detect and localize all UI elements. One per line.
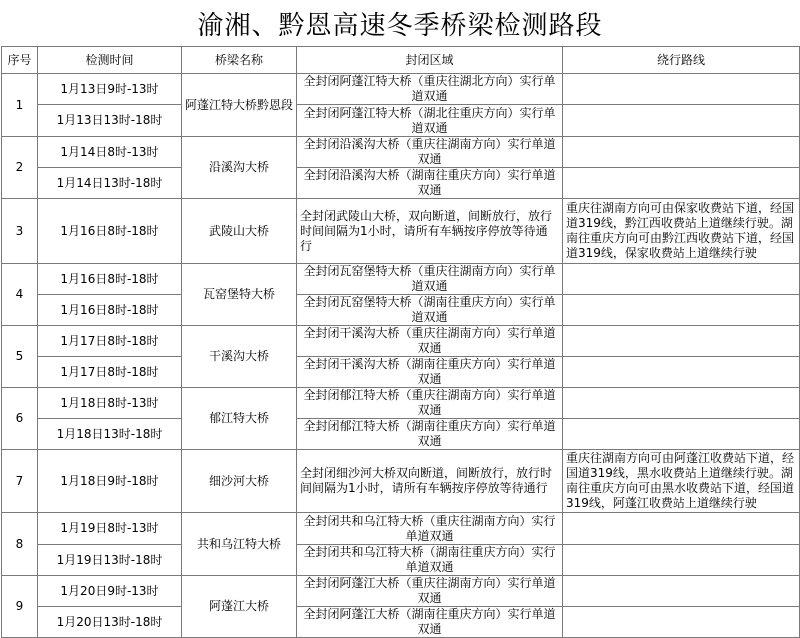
detour-route <box>563 168 800 199</box>
inspection-time: 1月19日13时-18时 <box>38 545 182 576</box>
closure-area: 全封闭瓦窑堡特大桥（湖南往重庆方向）实行单道双通 <box>297 295 563 326</box>
detour-route: 重庆往湖南方向可由保家收费站下道，经国道319线，黔江西收费站上道继续行驶。湖南往重庆方向可由黔江西收费站下道，经国道319线，保家收费站上道继续行驶 <box>563 199 800 264</box>
detour-route <box>563 388 800 419</box>
header-detour: 绕行路线 <box>563 47 800 74</box>
inspection-time: 1月19日8时-13时 <box>38 513 182 545</box>
closure-area: 全封闭共和乌江特大桥（重庆往湖南方向）实行单道双通 <box>297 513 563 545</box>
closure-area: 全封闭干溪沟大桥（重庆往湖南方向）实行单道双通 <box>297 326 563 357</box>
detour-route <box>563 295 800 326</box>
detour-route: 重庆往湖南方向可由阿蓬江收费站下道，经国道319线，黑水收费站上道继续行驶。湖南往重庆方向可由黑水收费站下道，经国道319线，阿蓬江收费站上道继续行驶 <box>563 450 800 513</box>
table-row <box>2 137 800 168</box>
closure-area: 全封闭沿溪沟大桥（重庆往湖南方向）实行单道双通 <box>297 137 563 168</box>
table-row <box>2 545 800 576</box>
detour-route <box>563 545 800 576</box>
closure-area: 全封闭细沙河大桥双向断道，间断放行，放行时间间隔为1小时，请所有车辆按序停放等待通行 <box>297 450 563 513</box>
row-number: 6 <box>2 388 38 450</box>
table-row <box>2 295 800 326</box>
bridge-name: 武陵山大桥 <box>182 199 297 264</box>
detour-route <box>563 607 800 638</box>
detour-route <box>563 357 800 388</box>
row-number: 5 <box>2 326 38 388</box>
inspection-time: 1月16日8时-18时 <box>38 199 182 264</box>
table-row <box>2 419 800 450</box>
inspection-time: 1月13日13时-18时 <box>38 105 182 137</box>
bridge-name: 阿蓬江大桥 <box>182 576 297 638</box>
header-bridge: 桥梁名称 <box>182 47 297 74</box>
detour-route <box>563 264 800 295</box>
table-row <box>2 450 800 513</box>
bridge-name: 郁江特大桥 <box>182 388 297 450</box>
inspection-time: 1月14日8时-13时 <box>38 137 182 168</box>
row-number: 2 <box>2 137 38 199</box>
bridge-name: 瓦窑堡特大桥 <box>182 264 297 326</box>
detour-route <box>563 419 800 450</box>
row-number: 8 <box>2 513 38 576</box>
header-closure: 封闭区域 <box>297 47 563 74</box>
table-row <box>2 74 800 105</box>
row-number: 4 <box>2 264 38 326</box>
bridge-name: 干溪沟大桥 <box>182 326 297 388</box>
closure-area: 全封闭武陵山大桥，双向断道，间断放行，放行时间间隔为1小时，请所有车辆按序停放等待通行 <box>297 199 563 264</box>
table-row <box>2 513 800 545</box>
detour-route <box>563 137 800 168</box>
closure-area: 全封闭阿蓬江大桥（重庆往湖南方向）实行单道双通 <box>297 576 563 607</box>
table-row <box>2 576 800 607</box>
inspection-time: 1月20日13时-18时 <box>38 607 182 638</box>
table-row <box>2 168 800 199</box>
closure-area: 全封闭瓦窑堡特大桥（重庆往湖南方向）实行单道双通 <box>297 264 563 295</box>
bridge-name: 沿溪沟大桥 <box>182 137 297 199</box>
row-number: 1 <box>2 74 38 137</box>
closure-area: 全封闭郁江特大桥（湖南往重庆方向）实行单道双通 <box>297 419 563 450</box>
inspection-time: 1月17日8时-18时 <box>38 357 182 388</box>
closure-area: 全封闭郁江特大桥（重庆往湖南方向）实行单道双通 <box>297 388 563 419</box>
detour-route <box>563 105 800 137</box>
inspection-time: 1月20日9时-13时 <box>38 576 182 607</box>
row-number: 9 <box>2 576 38 638</box>
detour-route <box>563 576 800 607</box>
closure-area: 全封闭阿蓬江特大桥（重庆往湖北方向）实行单道双通 <box>297 74 563 105</box>
closure-area: 全封闭阿蓬江大桥（湖南往重庆方向）实行单道双通 <box>297 607 563 638</box>
table-row <box>2 607 800 638</box>
header-time: 检测时间 <box>38 47 182 74</box>
bridge-inspection-table <box>1 46 800 638</box>
closure-area: 全封闭干溪沟大桥（湖南往重庆方向）实行单道双通 <box>297 357 563 388</box>
inspection-time: 1月18日9时-18时 <box>38 450 182 513</box>
inspection-time: 1月17日8时-18时 <box>38 326 182 357</box>
bridge-name: 细沙河大桥 <box>182 450 297 513</box>
inspection-time: 1月13日9时-13时 <box>38 74 182 105</box>
inspection-time: 1月18日8时-13时 <box>38 388 182 419</box>
table-row <box>2 388 800 419</box>
table-row <box>2 199 800 264</box>
row-number: 7 <box>2 450 38 513</box>
inspection-time: 1月16日8时-18时 <box>38 264 182 295</box>
detour-route <box>563 513 800 545</box>
header-no: 序号 <box>2 47 38 74</box>
inspection-time: 1月18日13时-18时 <box>38 419 182 450</box>
bridge-name: 阿蓬江特大桥黔恩段 <box>182 74 297 137</box>
header-row <box>2 47 800 74</box>
bridge-name: 共和乌江特大桥 <box>182 513 297 576</box>
table-row <box>2 357 800 388</box>
closure-area: 全封闭沿溪沟大桥（湖南往重庆方向）实行单道双通 <box>297 168 563 199</box>
inspection-time: 1月16日8时-18时 <box>38 295 182 326</box>
row-number: 3 <box>2 199 38 264</box>
inspection-time: 1月14日13时-18时 <box>38 168 182 199</box>
detour-route <box>563 74 800 105</box>
closure-area: 全封闭阿蓬江特大桥（湖北往重庆方向）实行单道双通 <box>297 105 563 137</box>
detour-route <box>563 326 800 357</box>
table-row <box>2 326 800 357</box>
closure-area: 全封闭共和乌江特大桥（湖南往重庆方向）实行单道双通 <box>297 545 563 576</box>
table-row <box>2 105 800 137</box>
page-title: 渝湘、黔恩高速冬季桥梁检测路段 <box>197 10 603 41</box>
table-row <box>2 264 800 295</box>
